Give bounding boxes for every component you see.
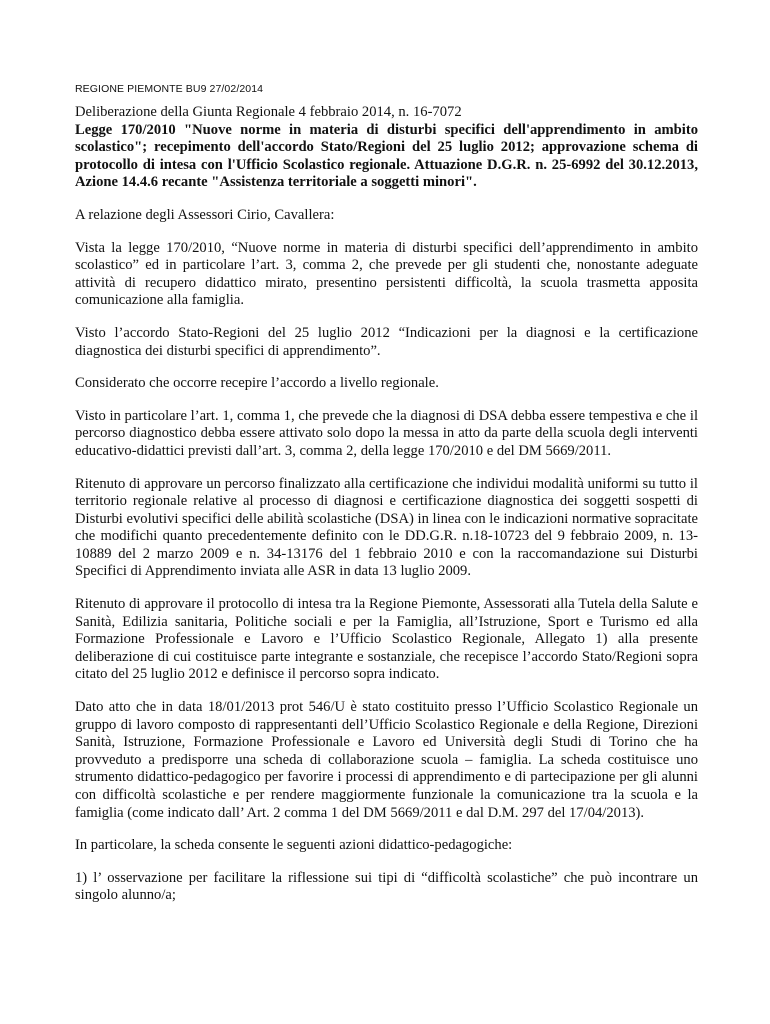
document-title: Deliberazione della Giunta Regionale 4 febbraio 2014, n. 16-7072 — [75, 104, 462, 120]
paragraph-ritenuto-protocollo: Ritenuto di approvare il protocollo di intesa tra la Regione Piemonte, Assessorati alla Tutela della Salute e Sanità, Edilizia sanitaria, Politiche sociali e per la Famiglia, all’Istruzione, Sport e Turismo ed alla Formazione Professionale e Lavoro e l’Ufficio Scolastico Regionale, Allegato 1) alla presente deliberazione di cui costituisce parte integrante e sostanziale, che recepisce l’accordo Stato/Regioni sopra citato del 25 luglio 2012 e definisce il percorso sopra indicato. — [75, 596, 698, 683]
paragraph-visto-accordo: Visto l’accordo Stato-Regioni del 25 luglio 2012 “Indicazioni per la diagnosi e la certificazione diagnostica dei disturbi specifici di apprendimento”. — [75, 324, 698, 359]
bulletin-header: REGIONE PIEMONTE BU9 27/02/2014 — [75, 83, 264, 95]
paragraph-vista-legge: Vista la legge 170/2010, “Nuove norme in materia di disturbi specifici dell’apprendimento in ambito scolastico” ed in particolare l’art. 3, comma 2, che prevede per gli studenti che, nonostante adeguate attività di recupero didattico mirato, presentino persistenti difficoltà, la scuola trasmetta apposita comunicazione alla famiglia. — [75, 239, 698, 309]
paragraph-ritenuto-percorso: Ritenuto di approvare un percorso finalizzato alla certificazione che individui modalità uniformi su tutto il territorio regionale relative al processo di diagnosi e certificazione diagnostica dei soggetti sospetti di Disturbi evolutivi specifici delle abilità scolastiche (DSA) in linea con le indicazioni normative sopracitate che modifichi quanto precedentemente definito con le DD.G.R. n.18-10723 del 9 febbraio 2009, n. 13-10889 del 2 marzo 2009 e n. 34-13176 del 1 febbraio 2010 e con la raccomandazione sui Disturbi Specifici di Apprendimento inviata alle ASR in data 13 luglio 2009. — [75, 475, 698, 580]
paragraph-relazione: A relazione degli Assessori Cirio, Cavallera: — [75, 206, 335, 223]
paragraph-visto-art1: Visto in particolare l’art. 1, comma 1, che prevede che la diagnosi di DSA debba essere tempestiva e che il percorso diagnostico debba essere attivato solo dopo la messa in atto da parte della scuola degli interventi educativo-didattici previsti dall’art. 3, comma 2, della legge 170/2010 e del DM 5669/2011. — [75, 407, 698, 459]
paragraph-item-1: 1) l’ osservazione per facilitare la riflessione sui tipi di “difficoltà scolastiche” che può incontrare un singolo alunno/a; — [75, 869, 698, 904]
document-subject: Legge 170/2010 "Nuove norme in materia di disturbi specifici dell'apprendimento in ambito scolastico"; recepimento dell'accordo Stato/Regioni del 25 luglio 2012; approvazione schema di protocollo di intesa con l'Ufficio Scolastico regionale. Attuazione D.G.R. n. 25-6992 del 30.12.2013, Azione 14.4.6 recante "Assistenza territoriale a soggetti minori". — [75, 121, 698, 191]
paragraph-in-particolare: In particolare, la scheda consente le seguenti azioni didattico-pedagogiche: — [75, 837, 513, 854]
paragraph-dato-atto: Dato atto che in data 18/01/2013 prot 546/U è stato costituito presso l’Ufficio Scolastico Regionale un gruppo di lavoro composto di rappresentanti dell’Ufficio Scolastico Regionale e della Regione, Direzioni Sanità, Istruzione, Formazione Professionale e Lavoro ed Università degli Studi di Torino che ha provveduto a predisporre una scheda di collaborazione scuola – famiglia. La scheda costituisce uno strumento didattico-pedagogico per favorire i processi di apprendimento e di partecipazione per gli alunni con difficoltà scolastiche e per rendere maggiormente funzionale la comunicazione tra la scuola e la famiglia (come indicato dall’ Art. 2 comma 1 del DM 5669/2011 e dal D.M. 297 del 17/04/2013). — [75, 699, 698, 821]
document-body — [75, 104, 698, 920]
paragraph-considerato: Considerato che occorre recepire l’accordo a livello regionale. — [75, 375, 439, 392]
